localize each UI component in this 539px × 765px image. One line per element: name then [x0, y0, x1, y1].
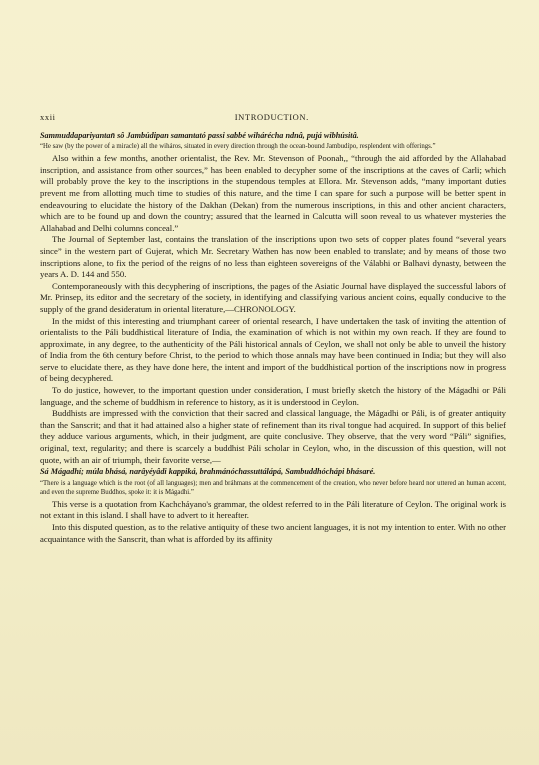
paragraph-prinsep: Contemporaneously with this decyphering of inscriptions, the pages of the Asiatic Journal have displayed the successful labors of Mr. Prinsep, its editor and the secretary of the society, in identifying and classifying various ancient coins, equally conducive to the supply of the grand desideratum in oriental literature,—CHRONOLOGY.	[40, 280, 506, 314]
paragraph-justice: To do justice, however, to the important question under consideration, I must briefly sketch the history of the Mágadhi or Páli language, and the scheme of buddhism in reference to history, as it is understood in Ceylon.	[40, 385, 506, 407]
paragraph-journal-september: The Journal of September last, contains the translation of the inscriptions upon two sets of copper plates found “several years since” in the western part of Gujerat, which Mr. Secretary Wathen has now been enabled to translate; and by means of those two inscriptions alone, to fix the period of the reigns of no less than eighteen sovereigns of the Válabhi or Balhavi dynasty, between the years A. D. 144 and 550.	[40, 234, 506, 280]
paragraph-stevenson: Also within a few months, another orientalist, the Rev. Mr. Stevenson of Poonah,, “through the aid afforded by the Allahabad inscription, and assistance from other sources,” has been enabled to decypher some of the inscriptions at the caves of Carli; which will probably prove the key to the inscriptions in the stupendous temples at Ellora. Mr. Stevenson adds, “many important duties prevent me from allotting much time to studies of this nature, and the time I can spare for such a purpose will be better spent in endeavouring to elucidate the history of the Dakhan (Dekan) from the numerous inscriptions, in this and other ancient characters, which are to be found up and down the country; assured that the learned in Calcutta will soon reveal to us whatever mysteries the Allahabad and Delhi columns conceal.”	[40, 153, 506, 233]
page-number: xxii	[40, 112, 56, 122]
page-content	[40, 112, 506, 545]
page-header	[40, 112, 506, 124]
running-title: INTRODUCTION.	[234, 112, 309, 122]
pali-verse-2: Sá Mágadhí; múla bhásá, narâyéyâdi kappiká, brahmánóchassuttálápá, Sambuddhóchápi bhásaré.	[40, 467, 376, 477]
paragraph-pali-literature: In the midst of this interesting and triumphant career of oriental research, I have undertaken the task of inviting the attention of orientalists to the Páli buddhistical literature of India, the examination of which is not within my own reach. If they are found to approximate, in any degree, to the authenticity of the Páli historical annals of Ceylon, we shall not only be able to unveil the history of India from the 6th century before Christ, to the period to which those annals may have been continued in India; but they will also serve to elucidate there, as they have done here, the intent and import of the buddhistical portion of the inscriptions now in progress of being decyphered.	[40, 315, 506, 384]
paragraph-kachchayano: This verse is a quotation from Kachcháyano's grammar, the oldest referred to in the Páli literature of Ceylon. The original work is not extant in this island. I shall have to advert to it hereafter.	[40, 498, 506, 521]
verse-2-translation: “There is a language which is the root (of all languages); men and bráhmans at the commencement of the creation, who never before heard nor uttered an human accent, and even the supreme Buddhos, spoke it: it is Mágadhi.”	[40, 479, 506, 496]
paragraph-disputed-question: Into this disputed question, as to the relative antiquity of these two ancient languages, it is not my intention to enter. With no other acquaintance with the Sanscrit, than what is afforded by its affinity	[40, 522, 506, 544]
verse-1-translation: “He saw (by the power of a miracle) all the wiháros, situated in every direction through the ocean-bound Jambudípo, resplendent with offerings.”	[40, 143, 436, 151]
paragraph-buddhists: Buddhists are impressed with the conviction that their sacred and classical language, the Mágadhi or Páli, is of greater antiquity than the Sanscrit; and that it had attained also a higher state of refinement than its rival tongue had acquired. In support of this belief they adduce various arguments, which, in their judgment, are quite conclusive. They observe, that the very word “Páli” signifies, original, text, regularity; and there is scarcely a buddhist Páli scholar in Ceylon, who, in the discussion of this question, will not quote, with an air of triumph, their favorite verse,—	[40, 408, 506, 465]
pali-verse-1: Sammuddapariyantan̄ sô Jambúdipan samantató passi sabbé wihárécha ndnâ, pujá wibhúsitâ.	[40, 130, 359, 140]
